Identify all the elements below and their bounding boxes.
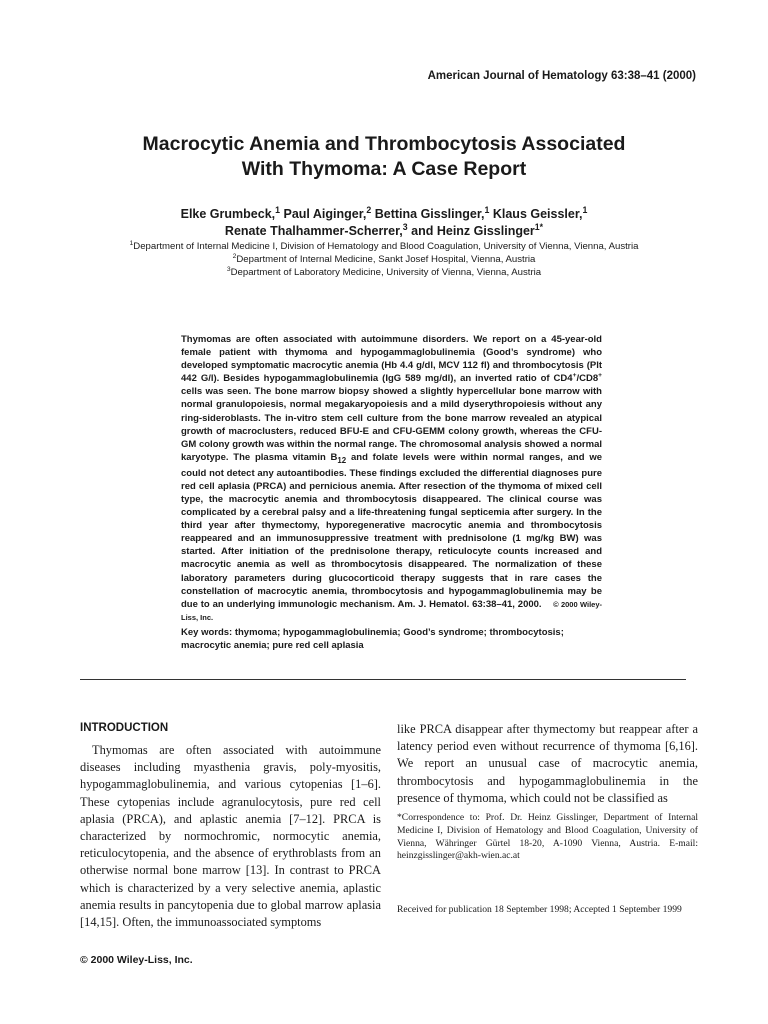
affiliation-mark: 2 (232, 252, 237, 260)
abstract-copyright: © 2000 Wiley-Liss, Inc. (181, 599, 602, 622)
introduction-column-1: Thymomas are often associated with autoimmune diseases including myasthenia gravis, poly-myositis, hypogammaglobulinemia, and various cytopenias [1–6]. These cytopenias include agranulocytosis, pure red cell aplasia (PRCA), and aplastic anemia [7–12]. PRCA is characterized by normochromic, normocytic anemia, reticulocytopenia, and the absence of erythroblasts from an otherwise normal bone marrow [13]. In contrast to PRCA which is characterized by a very selective anemia, aplastic anemia results in pancytopenia due to global marrow aplasia [14,15]. Often, the immunoassociated symptoms (80, 743, 381, 930)
received-footnote: Received for publication 18 September 1998; Accepted 1 September 1999 (397, 904, 682, 915)
author-affiliation-mark: 1 (582, 204, 588, 215)
affiliation-text: Department of Laboratory Medicine, University of Vienna, Vienna, Austria (230, 267, 542, 278)
author-affiliation-mark: 1 (275, 204, 280, 215)
title-line-1: Macrocytic Anemia and Thrombocytosis Associated (142, 133, 626, 155)
article-title (60, 132, 708, 182)
author-affiliation-mark: 1 (484, 204, 490, 215)
author-name: Renate Thalhammer-Scherrer, (224, 224, 403, 238)
abstract-text: and folate levels were within normal ranges, and we could not detect any autoantibodies. These findings excluded the differential diagnoses pure red cell aplasia (PRCA) and pernicious anemia. After resection of the thymoma of mixed cell type, the macrocytic anemia and thrombocytosis disappeared. The clinical course was complicated by a cerebral palsy and a life-threatening fungal septicemia after surgery. In the third year after thymectomy, hyporegenerative macrocytic anemia and thrombocytosis reappeared and an immunosuppressive treatment with prednisolone (1 mg/kg BW) was started. After initiation of the prednisolone therapy, reticulocyte counts increased and macrocytic anemia as well as thrombocytosis disappeared. The normalization of these laboratory parameters during glucocorticoid therapy suggests that in rare cases the constellation of macrocytic anemia, thrombocytosis and hypogammaglobulinemia may be due to an underlying immunologic mechanism. Am. J. Hematol. 63:38–41, 2000. (181, 451, 602, 610)
affiliation-text: Department of Internal Medicine, Sankt Josef Hospital, Vienna, Austria (236, 254, 536, 265)
author-name: and Heinz Gisslinger (411, 224, 535, 238)
affiliation (60, 253, 708, 266)
affiliation (60, 266, 708, 279)
superscript: + (598, 372, 602, 380)
author-list (60, 206, 708, 240)
section-divider (80, 679, 686, 680)
affiliation-list (60, 240, 708, 279)
author-affiliation-mark: 1* (534, 221, 544, 232)
author-name: Bettina Gisslinger, (374, 207, 485, 221)
author-affiliation-mark: 3 (402, 221, 408, 232)
abstract-text: cells was seen. The bone marrow biopsy showed a slightly hypercellular bone marrow with normal granulopoiesis, normal megakaryopoiesis and a mild dyserythropoiesis without any ring-sideroblasts. The in-vitro stem cell culture from the bone marrow revealed an atypical growth of macroclusters, reduced BFU-E and CFU-GEMM colony growth, whereas the CFU-GM colony growth was within the normal range. The chromosomal analysis showed a normal karyotype. The plasma vitamin B (181, 386, 602, 463)
author-line-2 (60, 223, 708, 240)
title-line-2: With Thymoma: A Case Report (241, 158, 527, 180)
footer-copyright: © 2000 Wiley-Liss, Inc. (80, 954, 193, 966)
author-name: Elke Grumbeck, (180, 207, 276, 221)
subscript: 12 (337, 455, 347, 465)
abstract (181, 333, 602, 624)
affiliation-mark: 3 (226, 265, 231, 273)
affiliation (60, 240, 708, 253)
abstract-text: /CD8 (576, 373, 599, 385)
section-heading: INTRODUCTION (80, 722, 169, 734)
author-line-1 (60, 206, 708, 223)
author-name: Paul Aiginger, (283, 207, 367, 221)
affiliation-mark: 1 (129, 239, 134, 247)
affiliation-text: Department of Internal Medicine I, Division of Hematology and Blood Coagulation, University of Vienna, Vienna, Austria (133, 241, 639, 252)
author-name: Klaus Geissler, (492, 207, 583, 221)
correspondence-footnote: *Correspondence to: Prof. Dr. Heinz Gisslinger, Department of Internal Medicine I, Division of Hematology and Blood Coagulation, University of Vienna, Währinger Gürtel 18-20, A-1090 Vienna, Austria. E-mail: heinzgisslinger@akh-wien.ac.at (397, 812, 698, 862)
author-affiliation-mark: 2 (366, 204, 372, 215)
superscript: + (572, 372, 577, 380)
journal-citation: American Journal of Hematology 63:38–41 (2000) (427, 70, 696, 82)
abstract-text: Thymomas are often associated with autoimmune disorders. We report on a 45-year-old female patient with thymoma and hypogammaglobulinemia (Good’s syndrome) who developed symptomatic macrocytic anemia (Hb 4.4 g/dl, MCV 112 fl) and thrombocytosis (Plt 442 G/l). Besides hypogammaglobulinemia (IgG 589 mg/dl), an inverted ratio of CD4 (181, 334, 602, 385)
keywords: Key words: thymoma; hypogammaglobulinemia; Good’s syndrome; thrombocytosis; macrocytic anemia; pure red cell aplasia (181, 627, 564, 652)
introduction-column-2: like PRCA disappear after thymectomy but reappear after a latency period even without recurrence of thymoma [6,16]. We report an unusual case of macrocytic anemia, thrombocytosis and hypogammaglobulinemia in the presence of thymoma, which could not be classified as (397, 722, 698, 805)
